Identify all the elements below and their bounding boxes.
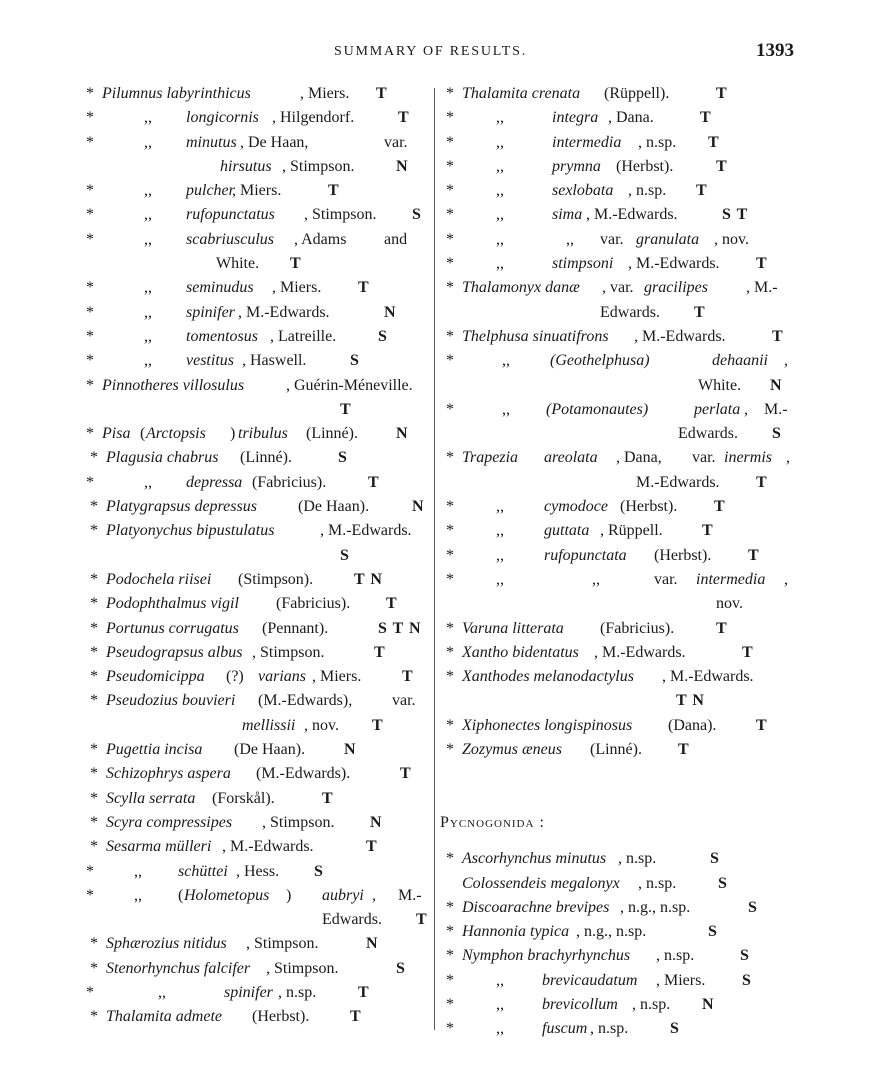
species-entry: * ,, sexlobata , n.sp. T — [446, 182, 708, 200]
species-entry-continuation: M.-Edwards. T — [636, 473, 768, 491]
species-entry: * ,, scabriusculus , Adams and — [86, 230, 408, 248]
species-entry: * ,, spinifer , M.-Edwards. N — [86, 303, 397, 321]
right-column — [440, 82, 790, 1042]
species-entry: * Xanthodes melanodactylus , M.-Edwards. — [446, 668, 754, 686]
species-entry: * Pinnotheres villosulus , Guérin-Méneville. — [86, 376, 413, 394]
species-entry: * ,, (Potamonautes) perlata , M.- — [446, 400, 788, 418]
species-entry: * ,, seminudus , Miers. T — [86, 279, 370, 297]
species-entry: * ,, prymna (Herbst). T — [446, 157, 728, 175]
pycnogonid-entry: * Hannonia typica , n.g., n.sp. S — [446, 923, 718, 941]
species-entry: * Platygrapsus depressus (De Haan). N — [90, 498, 425, 516]
species-entry: * ,, rufopunctatus , Stimpson. S — [86, 206, 422, 224]
species-entry: * ,, guttata , Rüppell. T — [446, 522, 714, 540]
species-entry: * ,, cymodoce (Herbst). T — [446, 498, 726, 516]
species-entry: * ,, ( Holometopus ) aubryi , M.- — [86, 886, 422, 904]
species-entry: * Platyonychus bipustulatus , M.-Edwards. — [90, 522, 412, 540]
species-entry: * Scyra compressipes , Stimpson. N — [90, 813, 383, 831]
species-entry: * ,, pulcher , Miers. T — [86, 182, 340, 200]
species-entry: * ,, tomentosus , Latreille. S — [86, 327, 388, 345]
species-entry: * Portunus corrugatus (Pennant). S T N — [90, 619, 422, 637]
species-entry-continuation: T N — [676, 692, 705, 710]
species-entry: * Pugettia incisa (De Haan). N — [90, 741, 357, 759]
pycnogonid-entry: * Ascorhynchus minutus , n.sp. S — [446, 850, 720, 868]
species-entry: * ,, ,, var. intermedia , — [446, 570, 788, 588]
species-entry-continuation: hirsutus , Stimpson. N — [220, 157, 409, 175]
species-entry: * Podophthalmus vigil (Fabricius). T — [90, 595, 398, 613]
species-entry: * ,, (Geothelphusa) dehaanii , — [446, 352, 788, 370]
species-entry: * Thalamita crenata (Rüppell). T — [446, 85, 728, 102]
species-entry: * Pseudozius bouvieri (M.-Edwards), var. — [90, 692, 416, 710]
pycnogonid-entry: * Discoarachne brevipes , n.g., n.sp. S — [446, 898, 758, 916]
species-entry: * ,, schüttei , Hess. S — [86, 862, 324, 880]
species-entry: * Trapezia areolata , Dana, var. inermis , — [446, 449, 790, 467]
section-heading: Pycnogonida : — [440, 813, 545, 831]
species-entry: * Zozymus æneus (Linné). T — [446, 741, 690, 759]
species-entry: * Pisa ( Arctopsis ) tribulus (Linné). N — [86, 425, 409, 443]
species-entry: * Xantho bidentatus , M.-Edwards. T — [446, 643, 754, 661]
species-entry: * Podochela riisei (Stimpson). T N — [90, 570, 383, 588]
species-entry: * Pseudograpsus albus , Stimpson. T — [90, 643, 386, 661]
page-number: 1393 — [756, 40, 794, 61]
species-entry: * ,, stimpsoni , M.-Edwards. T — [446, 255, 768, 273]
species-entry-continuation: T — [340, 400, 352, 418]
species-entry-continuation: mellissii , nov. T — [242, 716, 384, 734]
pycnogonid-entry: Colossendeis megalonyx , n.sp. S — [462, 874, 728, 892]
species-entry: * ,, depressa (Fabricius). T — [86, 473, 380, 491]
species-entry: * Plagusia chabrus (Linné). S — [90, 449, 348, 467]
species-entry: * Thalamita admete (Herbst). T — [90, 1008, 362, 1026]
species-entry: * Thelphusa sinuatifrons , M.-Edwards. T — [446, 327, 784, 345]
species-entry: * ,, rufopunctata (Herbst). T — [446, 546, 760, 564]
species-entry-continuation: White. T — [216, 255, 302, 273]
pycnogonid-entry: * Nymphon brachyrhynchus , n.sp. S — [446, 947, 750, 965]
species-entry: * Pilumnus labyrinthicus , Miers. T — [86, 85, 388, 102]
species-entry: * Stenorhynchus falcifer , Stimpson. S — [90, 959, 406, 977]
species-entry: * Sphærozius nitidus , Stimpson. N — [90, 935, 379, 953]
pycnogonid-entry: * ,, brevicaudatum , Miers. S — [446, 971, 752, 989]
species-entry: * ,, vestitus , Haswell. S — [86, 352, 360, 370]
species-entry: * ,, minutus , De Haan, var. — [86, 133, 408, 151]
species-entry-continuation: Edwards. T — [322, 911, 428, 929]
species-entry: * Thalamonyx danæ , var. gracilipes , M.- — [446, 279, 778, 297]
species-entry-continuation: Edwards. T — [600, 303, 706, 321]
pycnogonid-entry: * ,, fuscum , n.sp. S — [446, 1020, 680, 1038]
species-entry: * Xiphonectes longispinosus (Dana). T — [446, 716, 768, 734]
pycnogonid-entry: * ,, brevicollum , n.sp. N — [446, 995, 715, 1013]
species-entry: * ,, spinifer , n.sp. T — [86, 983, 370, 1001]
species-entry: * Schizophrys aspera (M.-Edwards). T — [90, 765, 412, 783]
species-entry-continuation: nov. — [716, 595, 743, 613]
column-divider — [434, 88, 435, 1030]
species-entry: * ,, ,, var. granulata , nov. — [446, 230, 749, 248]
species-entry: * ,, sima , M.-Edwards. S T — [446, 206, 749, 224]
left-column — [86, 82, 432, 1030]
species-entry: * ,, integra , Dana. T — [446, 109, 712, 127]
running-title: SUMMARY OF RESULTS. — [334, 44, 528, 59]
species-entry-continuation: Edwards. S — [678, 425, 782, 443]
species-entry-continuation: White. N — [698, 376, 783, 394]
species-entry: * ,, longicornis , Hilgendorf. T — [86, 109, 410, 127]
species-entry: * Scylla serrata (Forskål). T — [90, 789, 334, 807]
species-entry: * Sesarma mülleri , M.-Edwards. T — [90, 838, 378, 856]
species-entry: * ,, intermedia , n.sp. T — [446, 133, 720, 151]
species-entry-continuation: S — [340, 546, 350, 564]
species-entry: * Varuna litterata (Fabricius). T — [446, 619, 728, 637]
species-entry: * Pseudomicippa (?) varians , Miers. T — [90, 668, 414, 686]
